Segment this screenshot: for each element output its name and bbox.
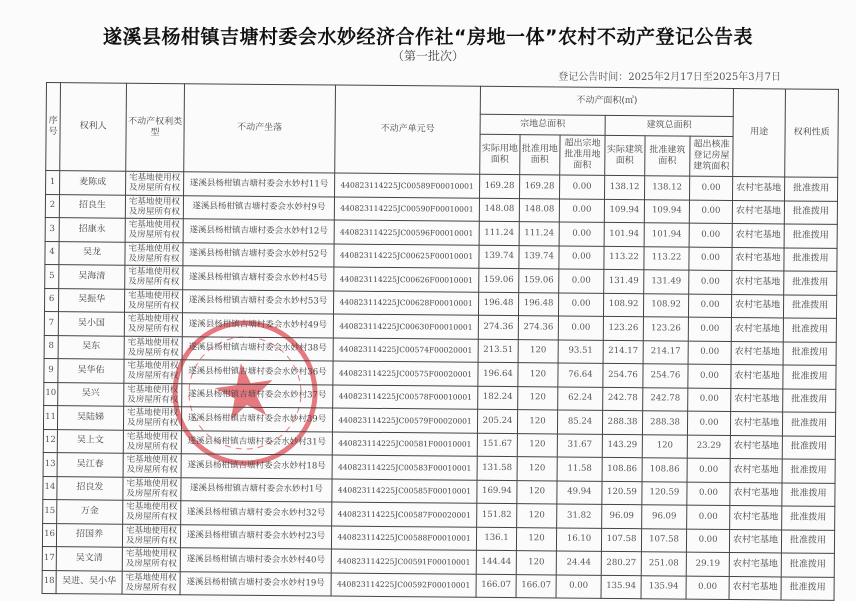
header-area-group: 不动产面积(㎡) <box>480 86 733 116</box>
row-unit-no: 440823114225JC00578F00010001 <box>333 385 478 410</box>
row-seq: 8 <box>44 335 58 359</box>
row-bld-approved: 108.86 <box>642 458 687 482</box>
row-land-excess: 0.00 <box>558 316 603 340</box>
row-unit-no: 440823114225JC00590F00010001 <box>334 197 479 222</box>
row-land-actual: 144.44 <box>476 550 516 574</box>
row-unit-no: 440823114225JC00591F00010001 <box>331 549 476 574</box>
row-land-excess: 24.44 <box>556 551 601 575</box>
row-land-approved: 120 <box>517 410 557 434</box>
row-nature: 批准拨用 <box>781 529 834 553</box>
row-use: 农村宅基地 <box>731 364 783 388</box>
row-bld-excess: 0.00 <box>687 411 730 435</box>
row-land-actual: 274.36 <box>478 315 518 339</box>
row-land-actual: 169.94 <box>477 480 517 504</box>
row-land-excess: 85.24 <box>557 410 602 434</box>
row-use: 农村宅基地 <box>731 388 783 412</box>
row-location: 遂溪县杨柑镇吉塘村委会水妙村52号 <box>183 242 334 267</box>
row-nature: 批准拨用 <box>783 388 836 412</box>
row-nature: 批准拨用 <box>782 435 835 459</box>
row-land-actual: 213.51 <box>478 339 518 363</box>
header-holder: 权利人 <box>60 83 127 172</box>
row-bld-approved: 254.76 <box>643 364 688 388</box>
row-location: 遂溪县杨柑镇吉塘村委会水妙村23号 <box>180 524 331 549</box>
row-bld-excess: 0.00 <box>686 576 729 600</box>
row-land-approved: 111.24 <box>519 222 559 246</box>
row-location: 遂溪县杨柑镇吉塘村委会水妙村37号 <box>182 383 333 408</box>
row-bld-actual: 107.58 <box>601 528 641 552</box>
header-unit-no: 不动产单元号 <box>335 85 481 174</box>
row-land-actual: 196.64 <box>478 362 518 386</box>
row-bld-actual: 101.94 <box>604 222 644 246</box>
row-bld-excess: 0.00 <box>688 388 731 412</box>
row-use: 农村宅基地 <box>729 576 781 600</box>
row-right-type: 宅基地使用权及房屋所有权 <box>122 571 180 595</box>
row-location: 遂溪县杨柑镇吉塘村委会水妙村1号 <box>181 477 332 502</box>
row-bld-approved: 288.38 <box>642 411 687 435</box>
row-land-excess: 62.24 <box>558 386 603 410</box>
header-location: 不动产坐落 <box>184 84 336 173</box>
row-nature: 批准拨用 <box>783 365 836 389</box>
row-nature: 批准拨用 <box>782 506 835 530</box>
row-land-approved: 159.06 <box>519 269 559 293</box>
row-right-type: 宅基地使用权及房屋所有权 <box>124 336 182 360</box>
row-location: 遂溪县杨柑镇吉塘村委会水妙村39号 <box>181 407 332 432</box>
row-land-actual: 169.28 <box>480 174 520 198</box>
row-bld-excess: 0.00 <box>687 505 730 529</box>
row-right-type: 宅基地使用权及房屋所有权 <box>124 312 182 336</box>
row-nature: 批准拨用 <box>781 576 834 600</box>
row-land-excess: 11.58 <box>557 457 602 481</box>
row-bld-excess: 0.00 <box>689 247 732 271</box>
row-bld-approved: 120.59 <box>642 481 687 505</box>
row-bld-approved: 123.26 <box>643 317 688 341</box>
row-bld-actual: 138.12 <box>605 175 645 199</box>
row-bld-approved: 101.94 <box>644 223 689 247</box>
row-bld-actual: 120.59 <box>602 481 642 505</box>
row-bld-approved: 120 <box>642 434 687 458</box>
row-land-approved: 120 <box>518 339 558 363</box>
row-seq: 10 <box>44 382 58 406</box>
row-use: 农村宅基地 <box>730 482 782 506</box>
row-location: 遂溪县杨柑镇吉塘村委会水妙村38号 <box>182 336 333 361</box>
row-bld-actual: 280.27 <box>601 551 641 575</box>
row-unit-no: 440823114225JC00581F00010001 <box>332 432 477 457</box>
row-seq: 11 <box>43 405 57 429</box>
row-location: 遂溪县杨柑镇吉塘村委会水妙村36号 <box>182 360 333 385</box>
row-nature: 批准拨用 <box>784 224 837 248</box>
row-land-actual: 205.24 <box>477 409 517 433</box>
row-seq: 14 <box>43 476 57 500</box>
row-location: 遂溪县杨柑镇吉塘村委会水妙村12号 <box>183 219 334 244</box>
row-right-type: 宅基地使用权及房屋所有权 <box>125 218 183 242</box>
row-unit-no: 440823114225JC00626F00010001 <box>334 267 479 292</box>
row-land-excess: 31.82 <box>557 504 602 528</box>
row-land-actual: 111.24 <box>479 221 519 245</box>
row-land-excess: 76.64 <box>558 363 603 387</box>
row-land-excess: 0.00 <box>559 269 604 293</box>
header-bld-actual: 实际建筑面积 <box>605 135 645 175</box>
row-land-actual: 131.58 <box>477 456 517 480</box>
row-land-excess: 31.67 <box>557 433 602 457</box>
row-nature: 批准拨用 <box>783 318 836 342</box>
row-right-type: 宅基地使用权及房屋所有权 <box>126 171 184 195</box>
row-seq: 12 <box>43 429 57 453</box>
row-holder: 吴东 <box>58 335 124 359</box>
row-holder: 招良发 <box>57 476 123 500</box>
row-bld-excess: 0.00 <box>688 317 731 341</box>
row-holder: 吴兴 <box>58 382 124 406</box>
row-bld-excess: 0.00 <box>688 341 731 365</box>
row-bld-approved: 242.78 <box>643 387 688 411</box>
row-unit-no: 440823114225JC00583F00010001 <box>332 455 477 480</box>
row-bld-actual: 123.26 <box>603 316 643 340</box>
row-unit-no: 440823114225JC00588F00010001 <box>331 526 476 551</box>
row-land-actual: 159.06 <box>479 268 519 292</box>
row-right-type: 宅基地使用权及房屋所有权 <box>125 242 183 266</box>
row-seq: 18 <box>42 570 56 594</box>
row-nature: 批准拨用 <box>782 482 835 506</box>
row-land-excess: 0.00 <box>558 292 603 316</box>
row-bld-approved: 135.94 <box>641 575 686 599</box>
row-bld-actual: 96.09 <box>602 504 642 528</box>
row-use: 农村宅基地 <box>730 505 782 529</box>
row-seq: 16 <box>42 523 56 547</box>
row-bld-actual: 108.92 <box>603 293 643 317</box>
row-seq: 13 <box>43 452 57 476</box>
header-land-excess: 超出宗地批准用地面积 <box>560 135 605 175</box>
header-use: 用途 <box>733 89 786 177</box>
row-unit-no: 440823114225JC00628F00010001 <box>333 291 478 316</box>
row-right-type: 宅基地使用权及房屋所有权 <box>124 383 182 407</box>
row-seq: 4 <box>45 241 59 265</box>
row-location: 遂溪县杨柑镇吉塘村委会水妙村31号 <box>181 430 332 455</box>
row-land-approved: 169.28 <box>520 175 560 199</box>
row-holder: 招国养 <box>56 523 122 547</box>
row-bld-approved: 108.92 <box>643 293 688 317</box>
row-holder: 招良生 <box>59 194 125 218</box>
row-bld-actual: 109.94 <box>604 199 644 223</box>
row-holder: 吴陆娣 <box>57 406 123 430</box>
row-right-type: 宅基地使用权及房屋所有权 <box>124 359 182 383</box>
row-seq: 5 <box>45 264 59 288</box>
row-nature: 批准拨用 <box>784 294 837 318</box>
header-seq: 序号 <box>46 83 61 171</box>
row-unit-no: 440823114225JC00592F00010001 <box>331 573 476 598</box>
header-land-group: 宗地总面积 <box>480 114 605 135</box>
row-land-excess: 49.94 <box>557 480 602 504</box>
row-unit-no: 440823114225JC00575F00020001 <box>333 361 478 386</box>
row-land-excess: 0.00 <box>560 175 605 199</box>
row-holder: 吴上文 <box>57 429 123 453</box>
row-location: 遂溪县杨柑镇吉塘村委会水妙村19号 <box>180 571 331 596</box>
row-land-approved: 120 <box>517 433 557 457</box>
row-land-approved: 120 <box>517 480 557 504</box>
row-land-excess: 0.00 <box>556 574 601 598</box>
row-use: 农村宅基地 <box>733 176 785 200</box>
row-seq: 6 <box>44 288 58 312</box>
batch-subtitle: （第一批次） <box>391 49 464 63</box>
row-bld-excess: 0.00 <box>686 529 729 553</box>
row-holder: 吴龙 <box>59 241 125 265</box>
row-holder: 吴文清 <box>56 547 122 571</box>
row-location: 遂溪县杨柑镇吉塘村委会水妙村49号 <box>182 313 333 338</box>
row-bld-actual: 113.22 <box>604 246 644 270</box>
row-bld-approved: 107.58 <box>641 528 686 552</box>
row-use: 农村宅基地 <box>732 200 784 224</box>
row-land-approved: 148.08 <box>519 198 559 222</box>
row-land-excess: 0.00 <box>559 222 604 246</box>
row-nature: 批准拨用 <box>784 247 837 271</box>
row-unit-no: 440823114225JC00630F00010001 <box>333 314 478 339</box>
row-land-actual: 136.1 <box>476 527 516 551</box>
row-holder: 吴海清 <box>59 265 125 289</box>
row-holder: 招康永 <box>59 218 125 242</box>
row-bld-actual: 135.94 <box>601 575 641 599</box>
row-right-type: 宅基地使用权及房屋所有权 <box>123 430 181 454</box>
row-bld-approved: 96.09 <box>642 505 687 529</box>
row-nature: 批准拨用 <box>781 553 834 577</box>
row-seq: 2 <box>45 194 59 218</box>
row-seq: 17 <box>42 546 56 570</box>
header-bld-excess: 超出核准登记房屋建筑面积 <box>690 136 733 176</box>
row-bld-approved: 109.94 <box>644 199 689 223</box>
row-bld-actual: 288.38 <box>602 410 642 434</box>
row-right-type: 宅基地使用权及房屋所有权 <box>122 524 180 548</box>
row-unit-no: 440823114225JC00574F00020001 <box>333 338 478 363</box>
row-nature: 批准拨用 <box>785 177 838 201</box>
header-building-group: 建筑总面积 <box>605 115 733 136</box>
row-land-actual: 151.67 <box>477 433 517 457</box>
row-use: 农村宅基地 <box>732 223 784 247</box>
row-nature: 批准拨用 <box>784 200 837 224</box>
row-holder: 吴江春 <box>57 453 123 477</box>
header-land-approved: 批准用地面积 <box>520 135 560 175</box>
row-land-approved: 120 <box>518 386 558 410</box>
row-right-type: 宅基地使用权及房屋所有权 <box>123 453 181 477</box>
row-bld-approved: 131.49 <box>644 270 689 294</box>
row-location: 遂溪县杨柑镇吉塘村委会水妙村40号 <box>180 548 331 573</box>
row-unit-no: 440823114225JC00596F00010001 <box>334 220 479 245</box>
row-bld-approved: 138.12 <box>644 176 689 200</box>
row-unit-no: 440823114225JC00579F00020001 <box>332 408 477 433</box>
row-bld-actual: 108.86 <box>602 457 642 481</box>
row-bld-excess: 0.00 <box>688 294 731 318</box>
row-unit-no: 440823114225JC00587F00020001 <box>332 502 477 527</box>
row-land-excess: 0.00 <box>559 198 604 222</box>
row-bld-excess: 0.00 <box>689 223 732 247</box>
row-nature: 批准拨用 <box>783 341 836 365</box>
row-bld-excess: 0.00 <box>689 270 732 294</box>
row-right-type: 宅基地使用权及房屋所有权 <box>124 289 182 313</box>
row-use: 农村宅基地 <box>729 552 781 576</box>
row-location: 遂溪县杨柑镇吉塘村委会水妙村18号 <box>181 454 332 479</box>
document-title: 遂溪县杨柑镇吉塘村委会水妙经济合作社“房地一体”农村不动产登记公告表 <box>103 26 753 48</box>
row-land-actual: 148.08 <box>479 198 519 222</box>
row-bld-actual: 242.78 <box>603 387 643 411</box>
row-bld-excess: 23.29 <box>687 435 730 459</box>
header-bld-approved: 批准建筑面积 <box>645 136 690 176</box>
header-land-actual: 实际用地面积 <box>480 134 520 174</box>
row-land-approved: 274.36 <box>518 316 558 340</box>
row-seq: 7 <box>44 311 58 335</box>
row-nature: 批准拨用 <box>782 459 835 483</box>
row-location: 遂溪县杨柑镇吉塘村委会水妙村32号 <box>181 501 332 526</box>
row-land-actual: 166.07 <box>476 574 516 598</box>
row-use: 农村宅基地 <box>732 247 784 271</box>
row-unit-no: 440823114225JC00585F00010001 <box>332 479 477 504</box>
row-land-approved: 120 <box>516 551 556 575</box>
registration-table <box>42 82 840 601</box>
row-land-approved: 120 <box>516 527 556 551</box>
row-land-excess: 16.10 <box>556 527 601 551</box>
row-location: 遂溪县杨柑镇吉塘村委会水妙村53号 <box>182 289 333 314</box>
row-holder: 万金 <box>57 500 123 524</box>
row-land-approved: 166.07 <box>516 574 556 598</box>
row-bld-excess: 0.00 <box>687 482 730 506</box>
row-location: 遂溪县杨柑镇吉塘村委会水妙村9号 <box>183 195 334 220</box>
row-holder: 吴进、吴小华 <box>56 570 122 594</box>
row-holder: 吴振华 <box>58 288 124 312</box>
header-nature: 权利性质 <box>785 89 839 177</box>
row-right-type: 宅基地使用权及房屋所有权 <box>123 500 181 524</box>
row-right-type: 宅基地使用权及房屋所有权 <box>123 406 181 430</box>
row-land-actual: 182.24 <box>478 386 518 410</box>
row-seq: 9 <box>44 358 58 382</box>
row-land-approved: 120 <box>517 504 557 528</box>
row-seq: 1 <box>46 171 60 195</box>
row-use: 农村宅基地 <box>730 435 782 459</box>
row-land-excess: 0.00 <box>559 245 604 269</box>
header-right-type: 不动产权利类型 <box>126 83 185 172</box>
row-seq: 3 <box>45 217 59 241</box>
row-bld-actual: 254.76 <box>603 363 643 387</box>
publish-period: 登记公告时间：2025年2月17日至2025年3月7日 <box>558 72 781 83</box>
row-location: 遂溪县杨柑镇吉塘村委会水妙村11号 <box>184 172 335 197</box>
row-bld-actual: 214.17 <box>603 340 643 364</box>
row-location: 遂溪县杨柑镇吉塘村委会水妙村45号 <box>183 266 334 291</box>
row-land-approved: 196.48 <box>518 292 558 316</box>
row-bld-approved: 251.08 <box>641 552 686 576</box>
row-right-type: 宅基地使用权及房屋所有权 <box>122 547 180 571</box>
row-use: 农村宅基地 <box>729 529 781 553</box>
row-use: 农村宅基地 <box>731 411 783 435</box>
row-nature: 批准拨用 <box>784 271 837 295</box>
row-use: 农村宅基地 <box>731 317 783 341</box>
row-unit-no: 440823114225JC00625F00010001 <box>334 244 479 269</box>
row-bld-actual: 143.29 <box>602 434 642 458</box>
row-bld-excess: 29.19 <box>686 552 729 576</box>
row-right-type: 宅基地使用权及房屋所有权 <box>123 477 181 501</box>
row-right-type: 宅基地使用权及房屋所有权 <box>125 195 183 219</box>
row-bld-approved: 214.17 <box>643 340 688 364</box>
row-land-approved: 120 <box>517 457 557 481</box>
row-land-excess: 93.51 <box>558 339 603 363</box>
row-holder: 吴华佑 <box>58 359 124 383</box>
row-nature: 批准拨用 <box>783 412 836 436</box>
row-bld-excess: 0.00 <box>689 176 732 200</box>
row-right-type: 宅基地使用权及房屋所有权 <box>125 265 183 289</box>
row-unit-no: 440823114225JC00589F00010001 <box>335 173 480 198</box>
row-bld-excess: 0.00 <box>688 364 731 388</box>
row-bld-approved: 113.22 <box>644 246 689 270</box>
row-holder: 吴小国 <box>58 312 124 336</box>
row-use: 农村宅基地 <box>730 458 782 482</box>
row-land-approved: 120 <box>518 363 558 387</box>
row-seq: 15 <box>43 499 57 523</box>
row-land-actual: 151.82 <box>477 503 517 527</box>
row-bld-actual: 131.49 <box>604 269 644 293</box>
row-bld-excess: 0.00 <box>687 458 730 482</box>
row-holder: 麦陈成 <box>60 171 126 195</box>
row-use: 农村宅基地 <box>732 294 784 318</box>
row-use: 农村宅基地 <box>732 270 784 294</box>
row-use: 农村宅基地 <box>731 341 783 365</box>
row-land-approved: 139.74 <box>519 245 559 269</box>
row-land-actual: 196.48 <box>478 292 518 316</box>
row-bld-excess: 0.00 <box>689 200 732 224</box>
row-land-actual: 139.74 <box>479 245 519 269</box>
